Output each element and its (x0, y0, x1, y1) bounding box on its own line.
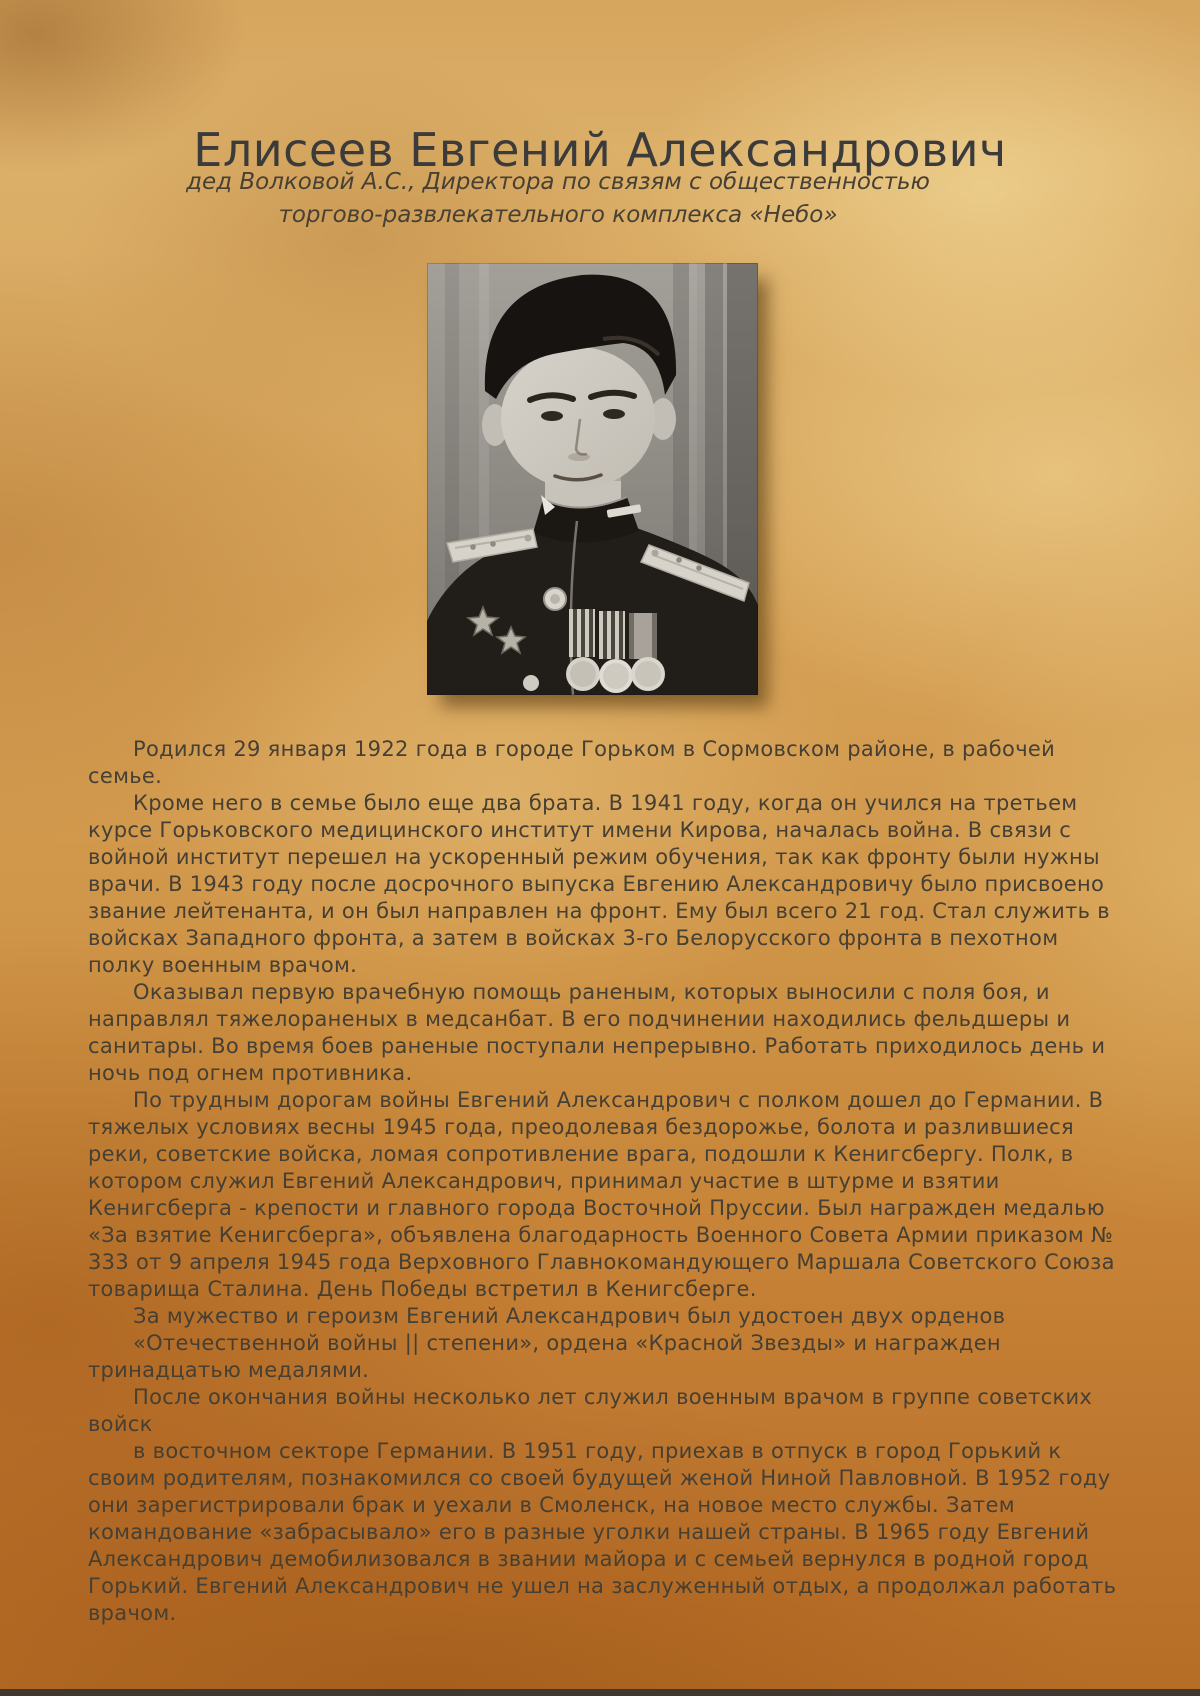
biography-paragraph: «Отечественной войны || степени», ордена «Красной Звезды» и награжден тринадцатью медалями. (88, 1331, 1001, 1382)
biography-paragraph: Кроме него в семье было еще два брата. В 1941 году, когда он учился на третьем курсе Горьковского медицинского институт имени Кирова, началась война. В связи с войной институт перешел на ускоренный режим обучения, так как фронту были нужны врачи. В 1943 году после досрочного выпуска Евгению Александровичу было присвоено звание лейтенанта, и он был направлен на фронт. Ему был всего 21 год. Стал служить в войсках Западного фронта, а затем в войсках 3-го Белорусского фронта в пехотном полку военным врачом. (88, 791, 1110, 977)
subtitle-line-1: дед Волковой А.С., Директора по связям с общественностью (186, 169, 930, 195)
biography-paragraph: По трудным дорогам войны Евгений Александрович с полком дошел до Германии. В тяжелых условиях весны 1945 года, преодолевая бездорожье, болота и разлившиеся реки, советские войска, ломая сопротивление врага, подошли к Кенигсбергу. Полк, в котором служил Евгений Александрович, принимал участие в штурме и взятии Кенигсберга - крепости и главного города Восточной Пруссии. Был награжден медалью «За взятие Кенигсберга», объявлена благодарность Военного Совета Армии приказом № 333 от 9 апреля 1945 года Верховного Главнокомандующего Маршала Советского Союза товарища Сталина. День Победы встретил в Кенигсберге. (88, 1088, 1115, 1301)
biography-paragraph: После окончания войны несколько лет служил военным врачом в группе советских (133, 1385, 1093, 1409)
biography-paragraph: Оказывал первую врачебную помощь раненым, которых выносили с поля боя, и направлял тяжелораненых в медсанбат. В его подчинении находились фельдшеры и санитары. Во время боев раненые поступали непрерывно. Работать приходилось день и ночь под огнем противника. (88, 980, 1106, 1085)
portrait-photo (427, 263, 758, 695)
biography-text (88, 736, 1128, 1627)
biography-paragraph: Родился 29 января 1922 года в городе Горьком в Сормовском районе, в рабочей семье. (88, 737, 1056, 788)
subtitle (0, 166, 1158, 232)
portrait-illustration (427, 263, 758, 695)
subtitle-line-2: торгово-развлекательного комплекса «Небо» (278, 202, 838, 228)
biography-paragraph: войск (88, 1412, 153, 1436)
page-title: Елисеев Евгений Александрович (193, 122, 1007, 177)
bottom-edge-bar (0, 1689, 1200, 1696)
biography-paragraph: в восточном секторе Германии. В 1951 году, приехав в отпуск в город Горький к своим родителям, познакомился со своей будущей женой Ниной Павловной. В 1952 году они зарегистрировали брак и уехали в Смоленск, на новое место службы. Затем командование «забрасывало» его в разные уголки нашей страны. В 1965 году Евгений Александрович демобилизовался в звании майора и с семьей вернулся в родной город Горький. Евгений Александрович не ушел на заслуженный отдых, а продолжал работать врачом. (88, 1439, 1117, 1625)
biography-paragraph: За мужество и героизм Евгений Александрович был удостоен двух орденов (133, 1304, 1006, 1328)
